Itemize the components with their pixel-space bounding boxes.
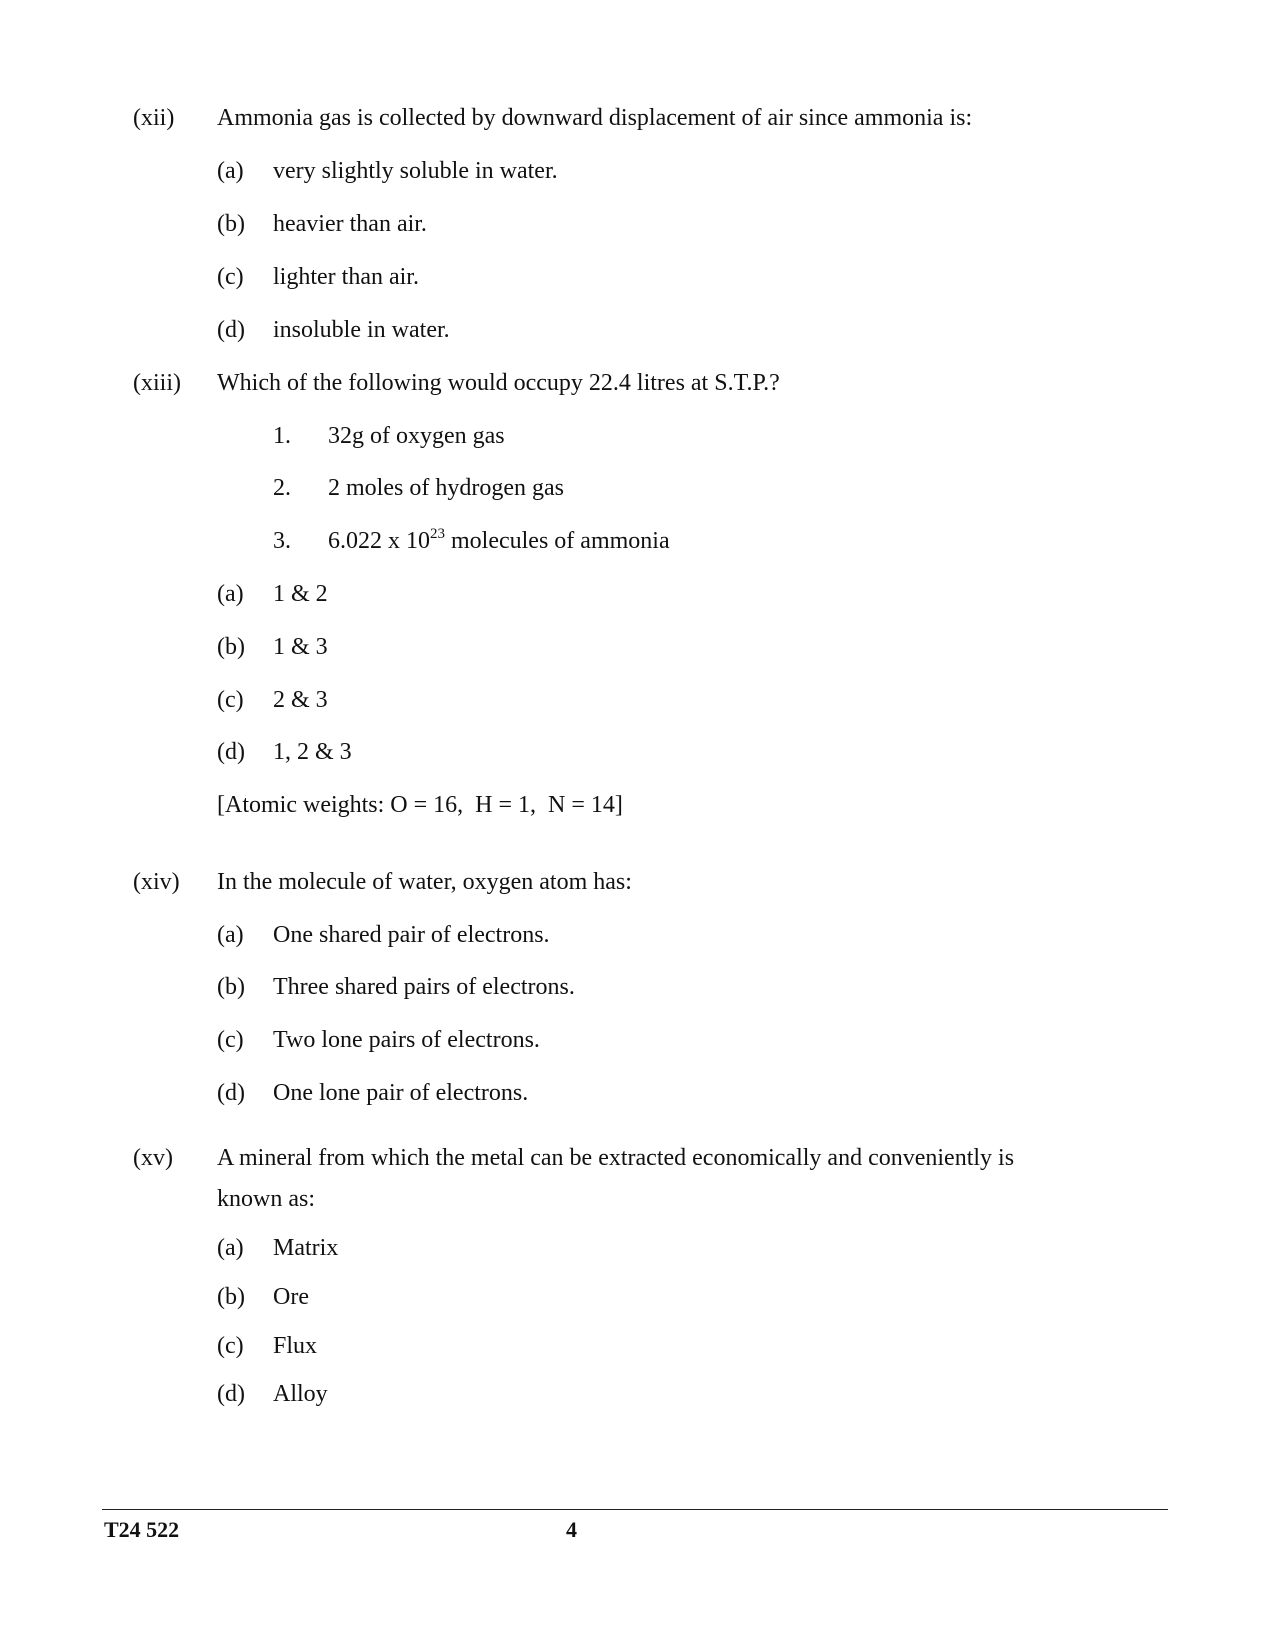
option-label: (b): [217, 1284, 245, 1310]
option-text: heavier than air.: [273, 211, 427, 237]
question-number: (xiii): [133, 370, 181, 396]
statement-label: 2.: [273, 475, 291, 501]
statement-text-after: molecules of ammonia: [445, 528, 670, 554]
question-text: In the molecule of water, oxygen atom has:: [217, 869, 632, 895]
statement-text-before: 6.022 x 10: [328, 528, 430, 554]
option-label: (a): [217, 1235, 244, 1261]
statement-label: 1.: [273, 423, 291, 449]
option-label: (a): [217, 922, 244, 948]
question-text: Ammonia gas is collected by downward displacement of air since ammonia is:: [217, 105, 973, 131]
statement-text: 32g of oxygen gas: [328, 423, 505, 449]
statement-text: 2 moles of hydrogen gas: [328, 475, 564, 501]
question-text: Which of the following would occupy 22.4 litres at S.T.P.?: [217, 370, 780, 396]
statement-label: 3.: [273, 528, 291, 554]
option-text: Flux: [273, 1333, 318, 1359]
option-label: (b): [217, 211, 245, 237]
option-label: (d): [217, 317, 245, 343]
option-label: (c): [217, 264, 244, 290]
option-text: very slightly soluble in water.: [273, 158, 558, 184]
option-text: 1 & 2: [273, 581, 328, 607]
question-number: (xiv): [133, 869, 180, 895]
option-text: 2 & 3: [273, 687, 328, 713]
option-label: (c): [217, 687, 244, 713]
option-text: Two lone pairs of electrons.: [273, 1027, 540, 1053]
option-text: Alloy: [273, 1381, 328, 1407]
option-text: One shared pair of electrons.: [273, 922, 550, 948]
option-label: (a): [217, 581, 244, 607]
option-text: lighter than air.: [273, 264, 419, 290]
option-label: (d): [217, 1080, 245, 1106]
option-label: (b): [217, 974, 245, 1000]
option-text: One lone pair of electrons.: [273, 1080, 529, 1106]
exponent: 23: [430, 526, 445, 542]
option-label: (d): [217, 739, 245, 765]
option-label: (c): [217, 1333, 244, 1359]
option-text: 1 & 3: [273, 634, 328, 660]
question-number: (xii): [133, 105, 175, 131]
option-label: (b): [217, 634, 245, 660]
option-text: Matrix: [273, 1235, 339, 1261]
statement-text: [328, 526, 670, 556]
option-text: Ore: [273, 1284, 309, 1310]
option-label: (a): [217, 158, 244, 184]
page-number: 4: [566, 1517, 577, 1542]
option-text: 1, 2 & 3: [273, 739, 352, 765]
question-text-continued: known as:: [217, 1186, 315, 1212]
option-text: Three shared pairs of electrons.: [273, 974, 575, 1000]
footer-divider: [102, 1509, 1168, 1510]
option-label: (c): [217, 1027, 244, 1053]
option-label: (d): [217, 1381, 245, 1407]
option-text: insoluble in water.: [273, 317, 450, 343]
atomic-weights-note: [Atomic weights: O = 16, H = 1, N = 14]: [217, 792, 623, 818]
question-text: A mineral from which the metal can be extracted economically and conveniently is: [217, 1145, 1015, 1171]
question-number: (xv): [133, 1145, 173, 1171]
paper-code: T24 522: [104, 1517, 180, 1542]
